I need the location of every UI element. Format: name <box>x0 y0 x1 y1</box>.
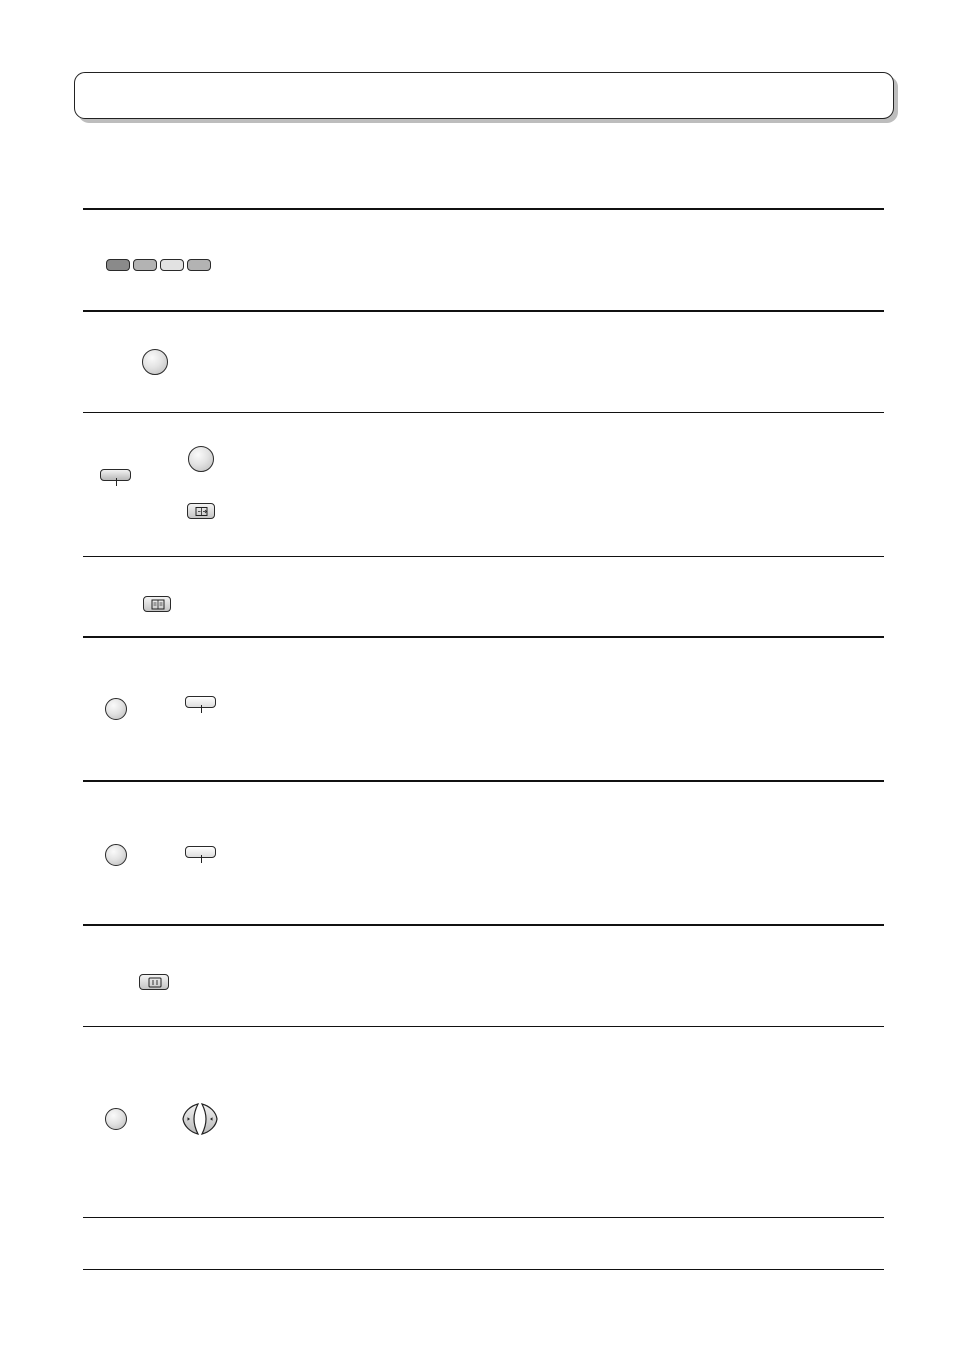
flat-button-icon <box>100 469 131 481</box>
swap-button-icon <box>187 503 215 519</box>
round-button-icon <box>142 349 168 375</box>
row-divider <box>83 412 884 413</box>
round-button-icon <box>188 446 214 472</box>
split-button-icon <box>143 596 171 612</box>
row-divider <box>83 1026 884 1027</box>
info-button-icon <box>139 974 169 990</box>
color-keys-icon <box>106 258 214 276</box>
round-button-icon <box>105 698 127 720</box>
row-divider <box>83 1269 884 1270</box>
row-divider <box>83 310 884 312</box>
blue-key-icon <box>187 259 211 271</box>
page-title-box <box>74 72 894 119</box>
red-key-icon <box>106 259 130 271</box>
row-divider <box>83 636 884 638</box>
flat-button-icon <box>185 846 216 858</box>
row-divider <box>83 1217 884 1218</box>
round-button-icon <box>105 844 127 866</box>
round-button-icon <box>105 1108 127 1130</box>
green-key-icon <box>133 259 157 271</box>
row-divider <box>83 780 884 782</box>
left-right-arrows-icon <box>180 1102 220 1136</box>
row-divider <box>83 924 884 926</box>
row-divider <box>83 556 884 557</box>
flat-button-icon <box>185 696 216 708</box>
row-divider <box>83 208 884 210</box>
yellow-key-icon <box>160 259 184 271</box>
